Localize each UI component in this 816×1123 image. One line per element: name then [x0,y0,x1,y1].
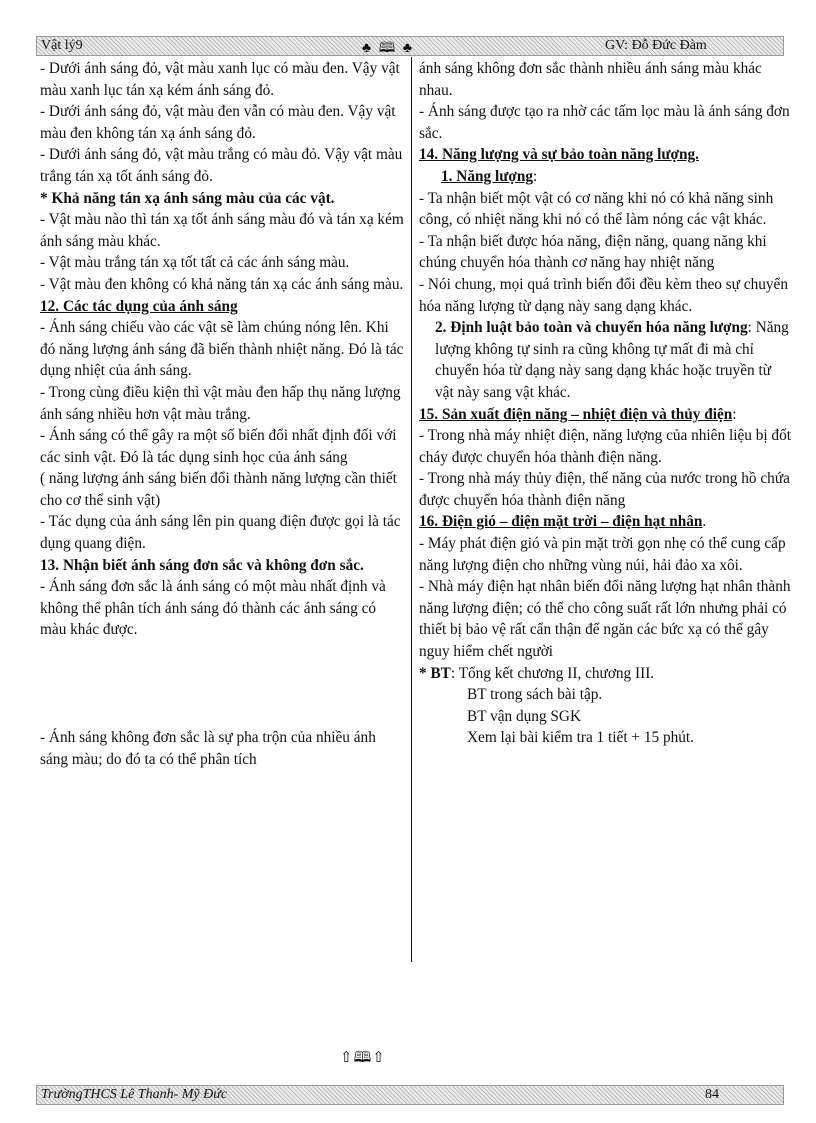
paragraph: - Vật màu nào thì tán xạ tốt ánh sáng màu đó và tán xạ kém ánh sáng màu khác. [40,211,404,250]
paragraph: - Trong cùng điều kiện thì vật màu đen hấp thụ năng lượng ánh sáng nhiều hơn vật màu trắng. [40,383,401,423]
colon: : [533,167,538,185]
paragraph: - Trong nhà máy thủy điện, thế năng của nước trong hồ chứa được chuyển hóa thành điện năng [419,470,790,509]
colon: : [732,405,737,423]
paragraph: - Nói chung, mọi quá trình biến đổi đều kèm theo sự chuyển hóa năng lượng từ dạng này sang dạng khác. [419,275,788,315]
paragraph: - Ánh sáng không đơn sắc là sự pha trộn của nhiều ánh sáng màu; do đó ta có thể phân tích [40,729,376,768]
paragraph: - Ánh sáng có thể gây ra một số biến đổi nhất định đối với các sinh vật. Đó là tác dụng sinh học của ánh sáng [40,427,397,466]
paragraph: - Trong nhà máy nhiệt điện, năng lượng của nhiên liệu bị đốt cháy được chuyển hóa thành điện năng. [419,427,791,466]
paragraph: - Vật màu đen không có khả năng tán xạ các ánh sáng màu. [40,275,404,293]
left-column [40,58,406,770]
school-label: TrườngTHCS Lê Thanh- Mỹ Đức [41,1087,228,1102]
paragraph: - Vật màu trắng tán xạ tốt tất cả các ánh sáng màu. [40,254,350,272]
section-heading-16 [419,511,791,533]
column-divider [411,57,412,962]
subheading: * Khả năng tán xạ ánh sáng màu của các vật. [40,189,335,207]
teacher-label: GV: Đỗ Đức Đàm [605,38,707,53]
blank-space [40,641,406,727]
homework-item: Xem lại bài kiểm tra 1 tiết + 15 phút. [467,729,694,747]
paragraph: ánh sáng không đơn sắc thành nhiều ánh sáng màu khác nhau. [419,60,762,99]
paragraph: - Ánh sáng chiếu vào các vật sẽ làm chúng nóng lên. Khi đó năng lượng ánh sáng đã biến thành nhiệt năng. Đó là tác dụng nhiệt của ánh sáng. [40,319,404,380]
paragraph: - Tác dụng của ánh sáng lên pin quang điện được gọi là tác dụng quang điện. [40,513,401,553]
homework-text: : Tổng kết chương II, chương III. [450,664,655,682]
paragraph: - Ánh sáng đơn sắc là ánh sáng có một màu nhất định và không thể phân tích ánh sáng đó thành các ánh sáng có màu khác được. [40,578,386,639]
subsection-text: : Năng lượng không tự sinh ra cũng không tự mất đi mà chỉ chuyển hóa từ dạng này sang dạng khác hoặc truyền từ vật này sang vật khác. [435,319,789,401]
paragraph: - Nhà máy điện hạt nhân biến đổi năng lượng hạt nhân thành năng lượng điện; có thể cho công suất rất lớn nhưng phải có thiết bị bảo vệ rất cẩn thận để ngăn các bức xạ có thể gây nguy hiểm chết người [419,578,791,661]
homework-line [419,663,791,685]
paragraph: - Dưới ánh sáng đỏ, vật màu xanh lục có màu đen. Vậy vật màu xanh lục tán xạ kém ánh sáng đỏ. [40,60,400,99]
subsection-title: 1. Năng lượng [441,167,534,185]
section-title: 16. Điện gió – điện mặt trời – điện hạt nhân [419,513,703,531]
book-ornament-icon: ♣ 🕮 ♣ [362,41,414,56]
section-heading-13: 13. Nhận biết ánh sáng đơn sắc và không đơn sắc. [40,556,364,574]
paragraph: - Máy phát điện gió và pin mặt trời gọn nhẹ có thể cung cấp năng lượng điện cho những vùng núi, hải đảo xa xôi. [419,535,786,574]
section-heading-12: 12. Các tác dụng của ánh sáng [40,297,238,315]
book-arrows-icon: ⇧🕮⇧ [340,1050,386,1066]
paragraph: - Dưới ánh sáng đỏ, vật màu trắng có màu đỏ. Vậy vật màu trắng tán xạ tốt ánh sáng đỏ. [40,146,403,185]
right-column [419,58,791,749]
section-title: 15. Sản xuất điện năng – nhiệt điện và thủy điện [419,405,733,423]
paragraph: - Ta nhận biết được hóa năng, điện năng, quang năng khi chúng chuyển hóa thành cơ năng hay nhiệt năng [419,232,767,272]
paragraph: - Ánh sáng được tạo ra nhờ các tấm lọc màu là ánh sáng đơn sắc. [419,103,790,142]
subsection-1 [419,166,791,188]
section-heading-15 [419,404,791,426]
subsection-title: 2. Định luật bảo toàn và chuyển hóa năng lượng [435,319,748,337]
section-heading-14: 14. Năng lượng và sự bảo toàn năng lượng. [419,146,699,164]
paragraph: - Ta nhận biết một vật có cơ năng khi nó có khả năng sinh công, có nhiệt năng khi nó có thể làm nóng các vật khác. [419,189,774,229]
period: . [702,513,707,531]
homework-item: BT trong sách bài tập. [467,686,603,704]
subsection-2 [419,317,791,403]
homework-label: * BT [419,664,451,682]
page-header [36,36,784,56]
subject-label: Vật lý9 [41,38,83,53]
paragraph: ( năng lượng ánh sáng biến đổi thành năng lượng cần thiết cho cơ thể sinh vật) [40,470,397,509]
page-footer [36,1085,784,1105]
page-number: 84 [705,1087,719,1102]
paragraph: - Dưới ánh sáng đỏ, vật màu đen vẫn có màu đen. Vậy vật màu đen không tán xạ ánh sáng đỏ. [40,103,396,142]
homework-item: BT vận dụng SGK [467,707,582,725]
